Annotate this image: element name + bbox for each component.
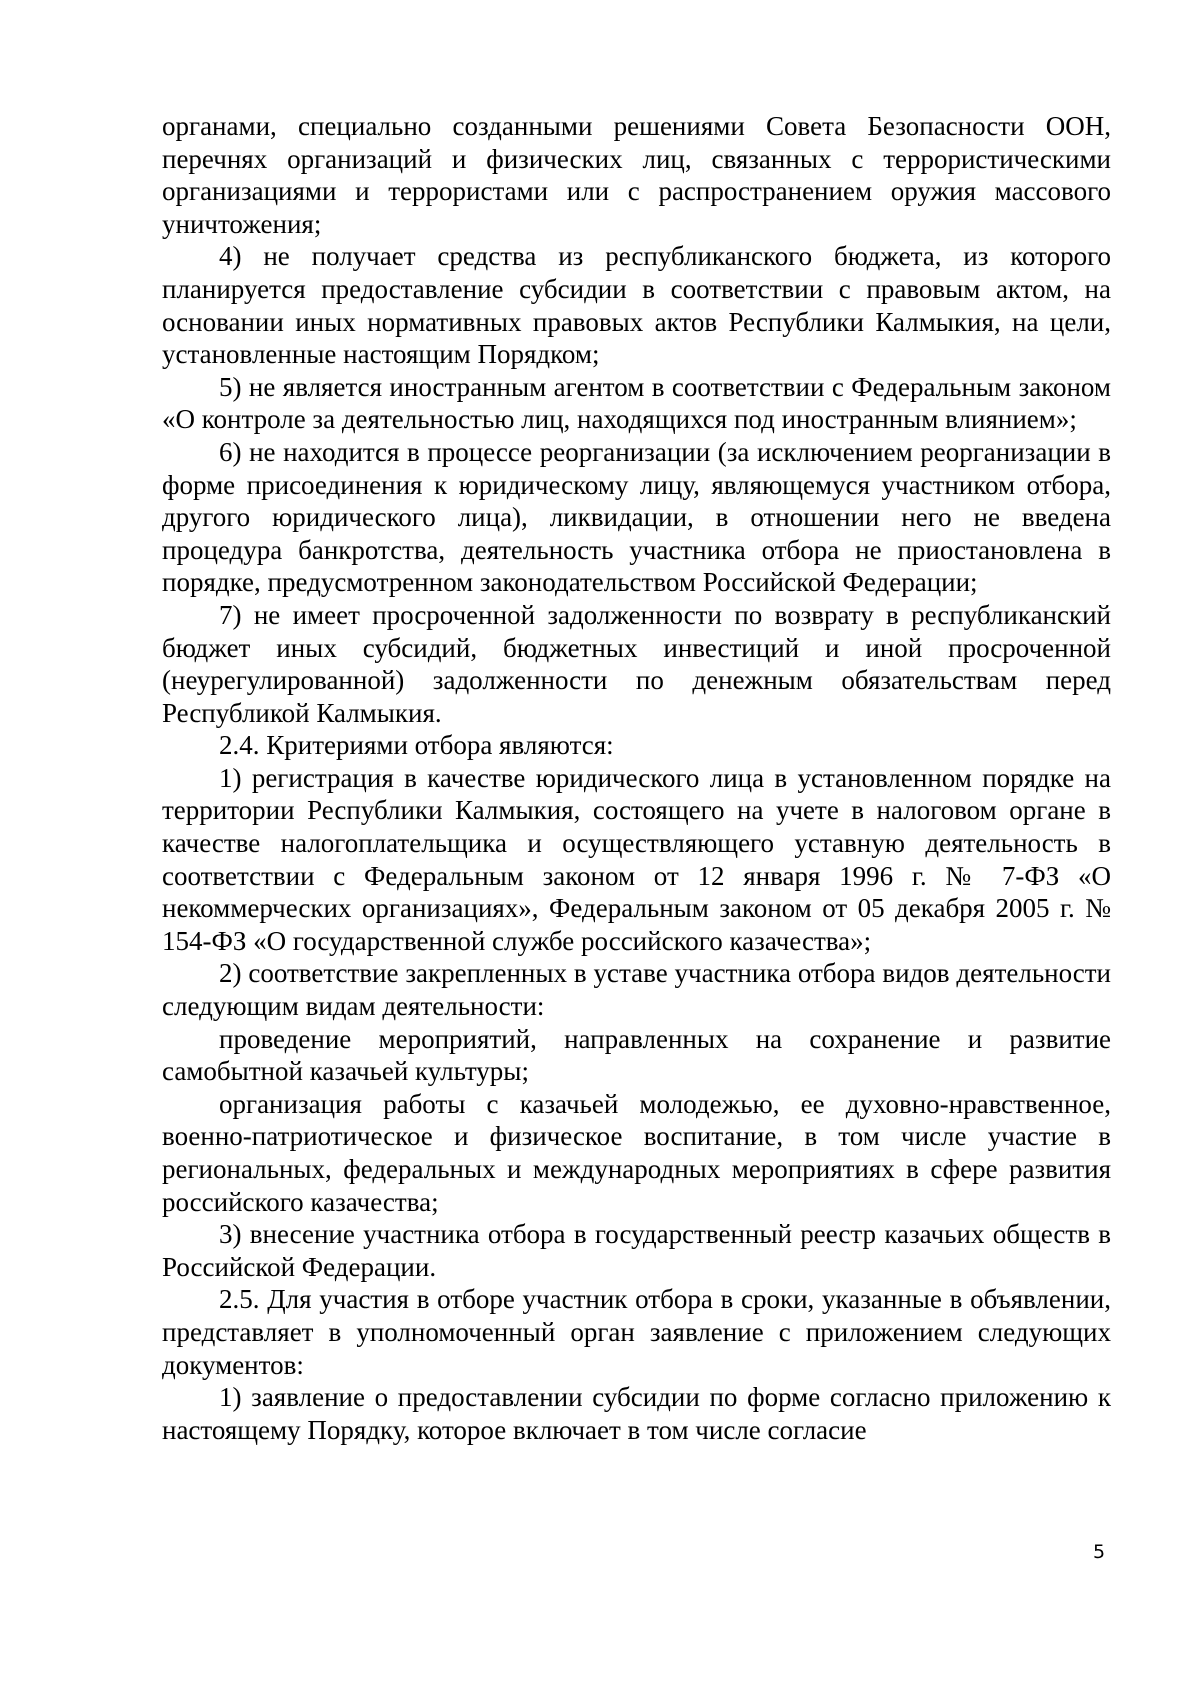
paragraph-un-lists-continuation: органами, специально созданными решениями Совета Безопасности ООН, перечнях организаций и физических лиц, связанных с террористическими организациями и террористами или с распространением оружия массового уничтожения; xyxy=(162,111,1111,239)
paragraph-item-6: 6) не находится в процессе реорганизации (за исключением реорганизации в форме присоединения к юридическому лицу, являющемуся участником отбора, другого юридического лица), ликвидации, в отношении него не введена процедура банкротства, деятельность участника отбора не приостановлена в порядке, предусмотренном законодательством Российской Федерации; xyxy=(162,436,1111,598)
paragraph-document-1: 1) заявление о предоставлении субсидии по форме согласно приложению к настоящему Порядку, которое включает в том числе согласие xyxy=(162,1382,1111,1445)
paragraph-section-2-5: 2.5. Для участия в отборе участник отбора в сроки, указанные в объявлении, представляет в уполномоченный орган заявление с приложением следующих документов: xyxy=(162,1284,1111,1380)
page-number: 5 xyxy=(1093,1541,1106,1563)
paragraph-item-7: 7) не имеет просроченной задолженности по возврату в республиканский бюджет иных субсидий, бюджетных инвестиций и иной просроченной (неурегулированной) задолженности по денежным обязательствам перед Республикой Калмыкия. xyxy=(162,599,1111,728)
paragraph-item-5: 5) не является иностранным агентом в соответствии с Федеральным законом «О контроле за деятельностью лиц, находящихся под иностранным влиянием»; xyxy=(162,371,1111,435)
paragraph-activity-youth: организация работы с казачьей молодежью, ее духовно-нравственное, военно-патриотическое и физическое воспитание, в том числе участие в региональных, федеральных и международных мероприятиях в сфере развития российского казачества; xyxy=(162,1088,1111,1217)
paragraph-criterion-3: 3) внесение участника отбора в государственный реестр казачьих обществ в Российской Федерации. xyxy=(162,1219,1111,1282)
paragraph-section-2-4: 2.4. Критериями отбора являются: xyxy=(219,730,614,761)
document-body xyxy=(162,110,1111,1446)
paragraph-criterion-2: 2) соответствие закрепленных в уставе участника отбора видов деятельности следующим видам деятельности: xyxy=(162,958,1111,1022)
paragraph-criterion-1: 1) регистрация в качестве юридического лица в установленном порядке на территории Республики Калмыкия, состоящего на учете в налоговом органе в качестве налогоплательщика и осуществляющего уставную деятельность в соответствии с Федеральным законом от 12 января 1996 г. № 7-ФЗ «О некоммерческих организациях», Федеральным законом от 05 декабря 2005 г. № 154-ФЗ «О государственной службе российского казачества»; xyxy=(162,762,1111,956)
paragraph-activity-culture: проведение мероприятий, направленных на сохранение и развитие самобытной казачьей культуры; xyxy=(162,1023,1111,1087)
paragraph-item-4: 4) не получает средства из республиканского бюджета, из которого планируется предоставление субсидии в соответствии с правовым актом, на основании иных нормативных правовых актов Республики Калмыкия, на цели, установленные настоящим Порядком; xyxy=(162,241,1111,370)
